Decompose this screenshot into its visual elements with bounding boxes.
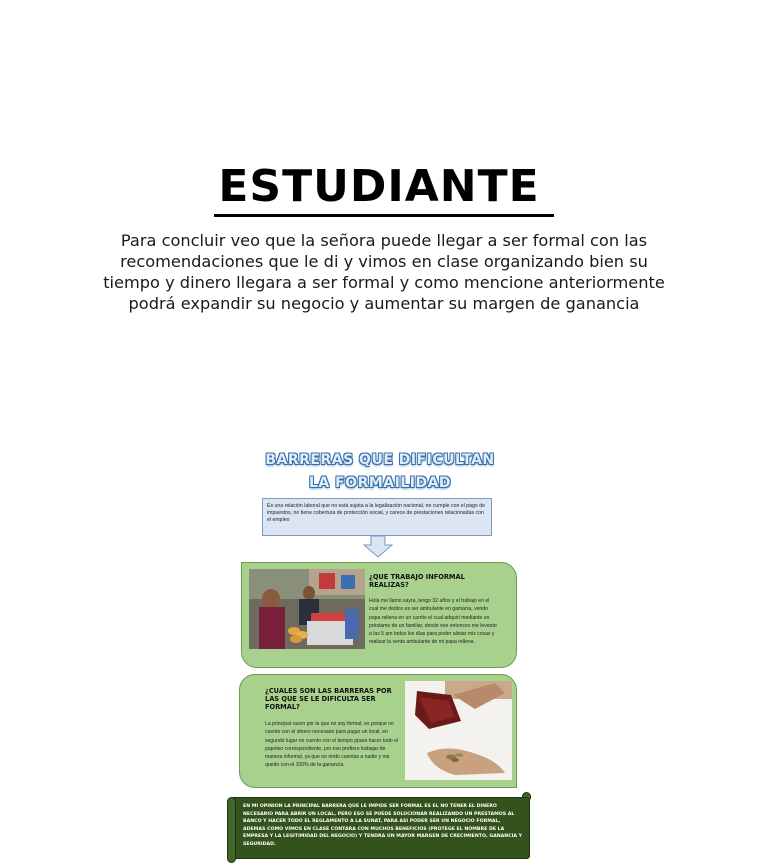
- page-title: ESTUDIANTE: [214, 160, 553, 217]
- conclusion-paragraph: Para concluir veo que la señora puede llegar a ser formal con las recomendaciones que le di y vimos en clase organizando bien su tiempo y dinero llegara a ser formal y como mencione anteriormente podrá expandir su negocio y aumentar su margen de ganancia: [103, 231, 665, 313]
- opinion-scroll-banner: EN MI OPINION LA PRINCIPAL BARRERA QUE LE IMPIDE SER FORMAL ES EL NO TENER EL DINERO NECESARIO PARA ABRIR UN LOCAL, PERO ESO SE PUEDE SOLUCIONAR REALIZANDO UN PRESTAMOS AL BANCO Y HACER TODO EL REGLAMENTO A LA SUNAT, PARA ASI PODER SER UN NEGOCIO FORMAL, ADEMAS COMO VIMOS EN CLASE CONTARA CON MUCHOS BENEFICIOS (PROTEGE EL NOMBRE DE LA EMPRESA Y LA LEGITIMIDAD DEL NEGOCIO) Y TENDRA UN MAYOR MARGEN DE CRECIMIENTO, GANANCIA Y SEGURIDAD.: [230, 797, 530, 859]
- answer-informal-work: Hola me llamo sayra, tengo 32 años y el trabajo en el cual me dedico es ser ambulante en gamarra, vendo papa rellena en un carrito el cual adquirí mediante un préstamo de un familiar, desde ese entonces me levanto a las 5 am todos los días para poder alistar mis cosas y realizar la venta ambulante de mi papa rellena.: [369, 598, 497, 646]
- question-barriers: ¿CUALES SON LAS BARRERAS POR LAS QUE SE LE DIFICULTA SER FORMAL?: [265, 687, 392, 711]
- answer-barriers: La principal razon por la que no soy formal, es porque no cuento con el dinero necesario para pagar un local, en segundo lugar no cuento con el tiempo ppara hacer todo el papeleo correspondiente, por eso prefiero trabajar de manera informal, ya que no rindo cuentas a nadie y me quedo con el 100% de la ganancia.: [265, 721, 399, 769]
- poster-title-line-1: BARRERAS QUE DIFICULTAN: [265, 452, 495, 468]
- down-arrow-icon: [363, 536, 393, 558]
- empty-wallet-photo: [405, 681, 512, 780]
- street-vendor-photo: [249, 569, 365, 649]
- question-card-barriers: [239, 674, 517, 788]
- question-card-informal-work: [241, 562, 517, 668]
- question-informal-work: ¿QUE TRABAJO INFORMAL REALIZAS?: [369, 573, 465, 589]
- definition-box: Es una relación laboral que no está sujeta a la legalización nacional, no cumple con el pago de impuestos, no tiene cobertura de protección social, y carece de prestaciones relacionadas con el empleo: [262, 498, 492, 536]
- poster-title-line-2: LA FORMAILIDAD: [308, 475, 452, 491]
- page-title-wrapper: [0, 160, 768, 217]
- scroll-curl-left: [227, 797, 236, 863]
